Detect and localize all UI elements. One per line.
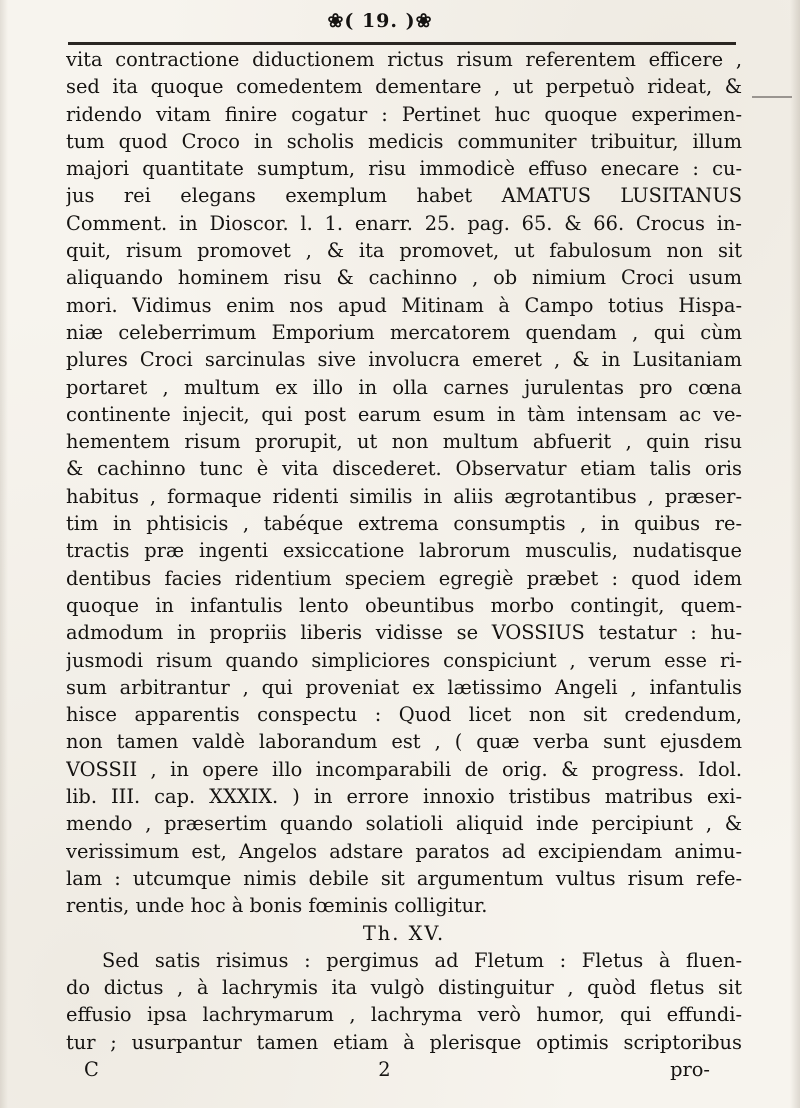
text-line: non tamen valdè laborandum est , ( quæ verba sunt ejusdem xyxy=(66,730,742,754)
text-line: rentis, unde hoc à bonis fœminis colligitur. xyxy=(66,894,488,918)
text-line: quit, risum promovet , & ita promovet, ut fabulosum non sit xyxy=(66,239,742,263)
text-line: aliquando hominem risu & cachinno , ob nimium Croci usum xyxy=(66,266,742,290)
text-line: tum quod Croco in scholis medicis communiter tribuitur, illum xyxy=(66,129,742,153)
text-line: tur ; usurpantur tamen etiam à plerisque optimis scriptoribus xyxy=(66,1030,742,1054)
text-line: portaret , multum ex illo in olla carnes jurulentas pro cœna xyxy=(66,375,742,399)
text-line: habitus , formaque ridenti similis in aliis ægrotantibus , præser- xyxy=(66,484,742,508)
text-line: Sed satis risimus : pergimus ad Fletum : Fletus à fluen- xyxy=(102,948,742,972)
catchword: pro- xyxy=(670,1057,710,1081)
running-head: ❀( 19. )❀ xyxy=(327,10,433,32)
text-line: majori quantitate sumptum, risu immodicè effuso enecare : cu- xyxy=(66,157,742,181)
page-edge-right xyxy=(790,0,800,1108)
text-line: Comment. in Dioscor. l. 1. enarr. 25. pag. 65. & 66. Crocus in- xyxy=(66,211,742,235)
body-text xyxy=(66,46,742,1083)
text-line: quoque in infantulis lento obeuntibus morbo contingit, quem- xyxy=(66,593,742,617)
text-line: jusmodi risum quando simpliciores conspiciunt , verum esse ri- xyxy=(66,648,742,672)
header-rule xyxy=(68,42,736,45)
section-heading: Th. XV. xyxy=(362,921,446,945)
page-edge-left xyxy=(0,0,8,1108)
text-line: VOSSII , in opere illo incomparabili de orig. & progress. Idol. xyxy=(66,757,742,781)
text-line: effusio ipsa lachrymarum , lachryma verò humor, qui effundi- xyxy=(66,1003,742,1027)
text-line: sed ita quoque comedentem dementare , ut perpetuò rideat, & xyxy=(66,75,742,99)
text-line: tim in phtisicis , tabéque extrema consumptis , in quibus re- xyxy=(66,512,742,536)
text-line: ridendo vitam finire cogatur : Pertinet huc quoque experimen- xyxy=(66,102,742,126)
text-line: & cachinno tunc è vita discederet. Observatur etiam talis oris xyxy=(66,457,742,481)
text-line: verissimum est, Angelos adstare paratos ad excipiendam animu- xyxy=(66,839,742,863)
text-line: lib. III. cap. XXXIX. ) in errore innoxio tristibus matribus exi- xyxy=(66,785,742,809)
text-line: lam : utcumque nimis debile sit argumentum vultus risum refe- xyxy=(66,866,742,890)
text-line: vita contractione diductionem rictus risum referentem efficere , xyxy=(66,48,742,71)
text-line: dentibus facies ridentium speciem egregiè præbet : quod idem xyxy=(66,566,742,590)
text-line: hisce apparentis conspectu : Quod licet non sit credendum, xyxy=(66,703,742,727)
margin-mark xyxy=(752,96,792,98)
text-line: mendo , præsertim quando solatioli aliquid inde percipiunt , & xyxy=(66,812,742,836)
text-line: mori. Vidimus enim nos apud Mitinam à Campo totius Hispa- xyxy=(66,293,742,317)
text-line: hementem risum prorupit, ut non multum abfuerit , quin risu xyxy=(66,430,742,454)
text-line: plures Croci sarcinulas sive involucra emeret , & in Lusitaniam xyxy=(66,348,742,372)
signature-line xyxy=(66,1056,742,1083)
text-line: niæ celeberrimum Emporium mercatorem quendam , qui cùm xyxy=(66,320,742,344)
text-line: continente injecit, qui post earum esum in tàm intensam ac ve- xyxy=(66,402,742,426)
text-line: tractis præ ingenti exsiccatione labrorum musculis, nudatisque xyxy=(66,539,742,563)
text-line: jus rei elegans exemplum habet AMATUS LUSITANUS xyxy=(66,184,742,208)
text-line: do dictus , à lachrymis ita vulgò distinguitur , quòd fletus sit xyxy=(66,976,742,1000)
text-line: admodum in propriis liberis vidisse se VOSSIUS testatur : hu- xyxy=(66,621,742,645)
signature-mark: C 2 xyxy=(84,1057,391,1081)
text-line: sum arbitrantur , qui proveniat ex lætissimo Angeli , infantulis xyxy=(66,675,742,699)
